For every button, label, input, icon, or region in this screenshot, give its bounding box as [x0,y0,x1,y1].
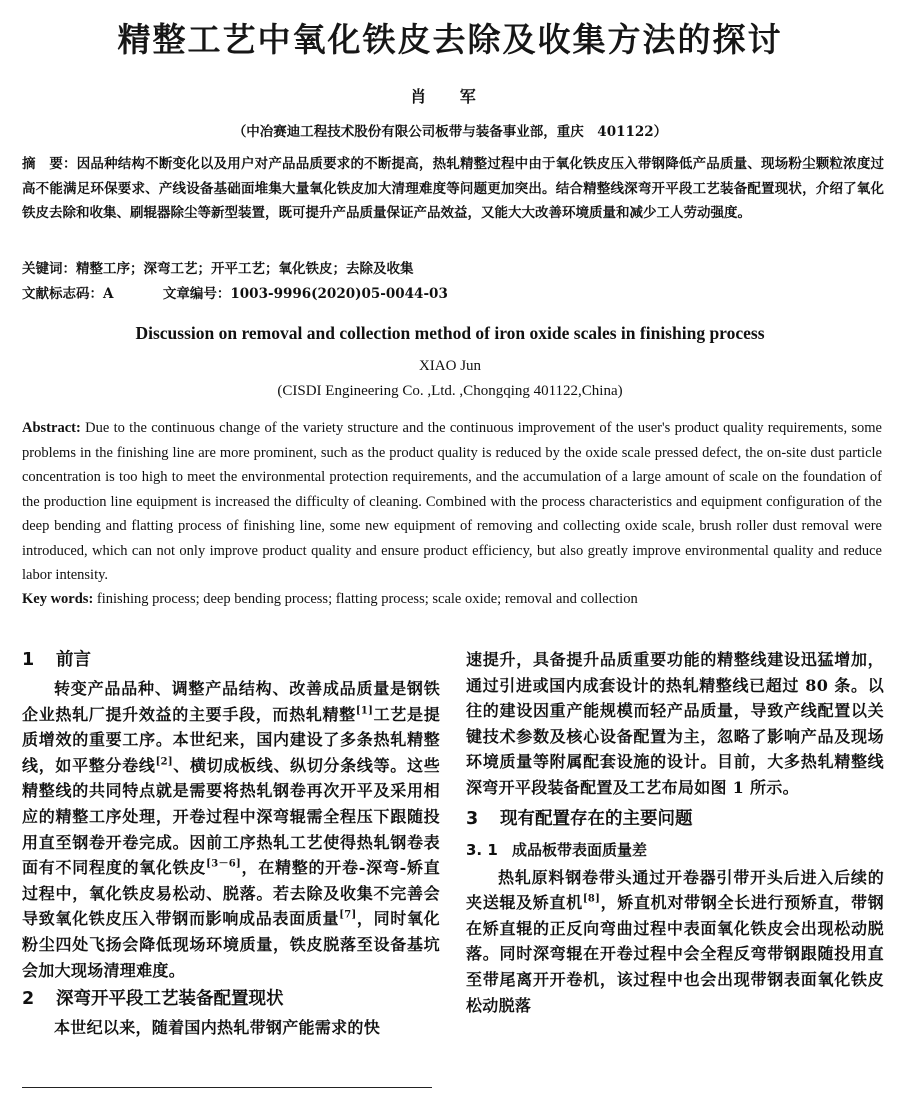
english-author: XIAO Jun [418,358,482,374]
citation: [1] [355,705,374,717]
chinese-abstract [22,152,884,226]
subsection-3-1-paragraph [466,865,884,1019]
author-affiliation: （中冶赛迪工程技术股份有限公司板带与装备事业部，重庆 401122） [232,124,668,140]
english-abstract [22,416,882,588]
author-name: 肖 军 [410,87,490,106]
citation: [2] [155,756,173,768]
english-keywords-label: Key words: [22,591,94,607]
section-number: 2 [22,989,35,1010]
text-run: ，同时氧化粉尘四处飞扬会降低现场环境质量，铁皮脱落至设备基坑会加大现场清理难度。 [22,909,440,980]
section-3-heading [466,803,884,835]
citation: [8] [582,893,601,905]
english-title: Discussion on removal and collection method of iron oxide scales in finishing process [135,323,765,343]
text-run: ，在精整的开卷-深弯-矫直过程中，氧化铁皮易松动、脱落。若去除及收集不完善会导致氧化铁皮压入带钢而影响成品表面质量 [22,858,440,929]
english-abstract-label: Abstract: [22,420,81,436]
keywords-label: 关键词： [22,261,76,277]
article-number-value: 1003-9996(2020)05-0044-03 [230,286,448,302]
keywords-text: 精整工序；深弯工艺；开平工艺；氧化铁皮；去除及收集 [76,261,414,277]
section-2-paragraph-continued: 速提升，具备提升品质重要功能的精整线建设迅猛增加，通过引进或国内成套设计的热轧精整线已超过 80 条。以往的建设因重产能规模而轻产品质量，导致产线配置以关键技术参数及核心设备配置为主，忽略了影响产品及现场环境质量等附属配套设施的设计。目前，大多热轧精整线深弯开平段装备配置及工艺布局如图 1 所示。 [466,650,884,797]
section-title: 深弯开平段工艺装备配置现状 [56,989,284,1010]
chinese-keywords [22,257,884,277]
doc-code-label: 文献标志码： [22,286,103,302]
section-1-paragraph [22,676,440,983]
citation: [7] [339,910,357,922]
subsection-number: 3. 1 [466,840,498,859]
abstract-text: 因品种结构不断变化以及用户对产品品质要求的不断提高，热轧精整过程中由于氧化铁皮压入带钢降低产品质量、现场粉尘颗粒浓度过高不能满足环保要求、产线设备基础面堆集大量氧化铁皮加大清理难度等问题更加突出。结合精整线深弯开平段工艺装备配置现状，介绍了氧化铁皮去除和收集、刷辊器除尘等新型装置，既可提升产品质量保证产品效益，又能大大改善环境质量和减少工人劳动强度。 [22,156,885,221]
citation: [3－6] [206,858,242,870]
paper-title: 精整工艺中氧化铁皮去除及收集方法的探讨 [117,20,783,59]
section-number: 3 [466,808,479,829]
document-codes [22,282,884,302]
english-abstract-text: Due to the continuous change of the variety structure and the continuous improvement of the user's product quality requirements, some problems in the finishing line are more prominent, such as the product quality is reduced by the oxide scale pressed defect, the on-site dust particle concentration is too high to meet the environmental protection requirements, and the accumulation of a large amount of scale on the foundation of the production line equipment is increased the difficulty of cleaning. Combined with the process characteristics and equipment configuration of the deep bending and flatting process of finishing line, some new equipment of removing and collecting oxide scale, brush roller dust removal were introduced, which can not only improve product quality and ensure product efficiency, but also greatly improve environmental quality and reduce labor intensity. [22,420,882,583]
text-run: 热轧原料钢卷带头通过开卷器引带开头后进入后续的夹送辊及矫直机 [466,867,884,913]
abstract-label: 摘 要： [22,156,77,172]
section-1-heading [22,644,440,676]
text-run: 工艺是提质增效的重要工序。本世纪来，国内建设了多条热轧精整线，如平整分卷线 [22,704,440,775]
section-2-paragraph-start: 本世纪以来，随着国内热轧带钢产能需求的快 [54,1018,381,1038]
subsection-3-1-heading [466,835,884,865]
article-number-label: 文章编号： [162,286,231,302]
english-affiliation: (CISDI Engineering Co. ,Ltd. ,Chongqing 401122,China) [277,383,623,399]
section-2-heading [22,983,440,1015]
english-keywords [22,591,882,608]
section-number: 1 [22,650,35,670]
text-run: 转变产品品种、调整产品结构、改善成品质量是钢铁企业热轧厂提升效益的主要手段，而热轧精整 [22,679,440,724]
footnote-divider [22,1087,432,1088]
doc-code-value: A [103,286,114,302]
section-title: 前言 [56,650,91,670]
section-title: 现有配置存在的主要问题 [500,808,693,829]
english-keywords-text: finishing process; deep bending process; flatting process; scale oxide; removal and collection [93,591,638,607]
right-column [466,644,884,1018]
left-column [22,644,440,1041]
text-run: ，矫直机对带钢全长进行预矫直，带钢在矫直辊的正反向弯曲过程中表面氧化铁皮会出现松动脱落。同时深弯辊在开卷过程中会全程反弯带钢跟随投用直至带尾离开开卷机，该过程中也会出现带钢表面氧化铁皮松动脱落 [466,893,884,1015]
text-run: 、横切成板线、纵切分条线等。这些精整线的共同特点就是需要将热轧钢卷再次开平及采用相应的精整工序处理，开卷过程中深弯辊需全程压下跟随投用直至钢卷开卷完成。因前工序热轧工艺使得热轧钢卷表面有不同程度的氧化铁皮 [22,755,440,878]
subsection-title: 成品板带表面质量差 [512,840,648,859]
